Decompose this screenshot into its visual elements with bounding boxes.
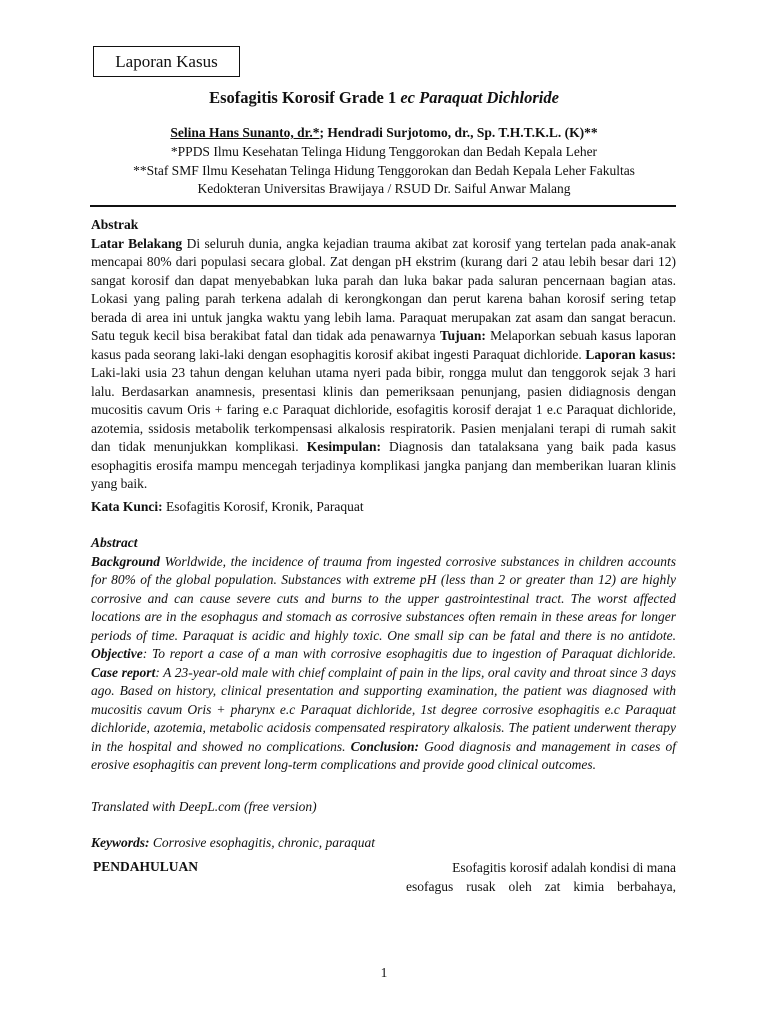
conclusion-text: Good diagnosis and management in cases of erosive esophagitis can prevent long-term complications and provide good clinical outcomes. [91,738,676,772]
abstract-body [91,553,676,775]
article-type-label [93,46,240,77]
abstrak-section [91,216,676,494]
abstract-section [91,534,676,775]
title-main: Esofagitis Korosif Grade 1 [209,88,401,107]
title-italic: ec Paraquat Dichloride [400,88,559,107]
tujuan-text: Melaporkan sebuah kasus laporan kasus pada seorang laki-laki dengan esophagitis korosif akibat ingesti Paraquat dichloride. [91,328,676,362]
tujuan-label: Tujuan: [439,328,486,343]
keywords-text: Corrosive esophagitis, chronic, paraquat [149,835,375,850]
author-second: Hendradi Surjotomo, dr., Sp. T.H.T.K.L. (K)** [327,125,598,140]
affiliation-2: **Staf SMF Ilmu Kesehatan Telinga Hidung Tenggorokan dan Bedah Kepala Leher Fakultas [133,163,635,178]
kesimpulan-text: Diagnosis dan tatalaksana yang baik pada kasus esophagitis erosifa mampu mencegah terjadinya komplikasi jangka panjang dan memberikan luaran klinis yang baik. [91,439,676,491]
affiliation-1: *PPDS Ilmu Kesehatan Telinga Hidung Tenggorokan dan Bedah Kepala Leher [170,144,598,159]
section-heading: PENDAHULUAN [93,859,199,874]
kata-kunci-text: Esofagitis Korosif, Kronik, Paraquat [162,499,364,514]
objective-label: Objective [91,646,143,661]
intro-line-2: esofagus rusak oleh zat kimia berbahaya, [406,878,676,894]
page-number: 1 [380,965,388,980]
paper-title [0,88,768,108]
intro-line-1: Esofagitis korosif adalah kondisi di mana [452,860,676,875]
affiliation-3: Kedokteran Universitas Brawijaya / RSUD Dr. Saiful Anwar Malang [197,181,571,196]
laporan-text: Laki-laki usia 23 tahun dengan keluhan utama nyeri pada bibir, rongga mulut dan tenggorok sejak 3 hari lalu. Berdasarkan anamnesis, presentasi klinis dan pemeriksaan penunjang, pasien didiagnosis dengan mucositis cavum Oris + faring e.c Paraquat dichloride, esofagitis korosif derajat 1 e.c Paraquat dichloride, azotemia, ssidosis metabolik terkompensasi alkalosis respiratorik. Pasien menjalani terapi di rumah sakit dan tidak menunjukkan komplikasi. [91,365,676,454]
abstrak-body [91,235,676,494]
conclusion-label: Conclusion: [350,738,419,754]
intro-column [406,859,676,896]
kata-kunci [91,498,676,517]
kata-kunci-label: Kata Kunci: [91,499,163,514]
abstract-heading: Abstract [91,535,138,550]
article-type-text: Laporan Kasus [115,51,218,71]
case-label: Case report [91,664,156,680]
case-text: : A 23-year-old male with chief complaint of pain in the lips, oral cavity and throat since 3 days ago. Based on history, clinical presentation and supporting examination, the patient was diagnosed with mucositis cavum Oris + pharynx e.c Paraquat dichloride, 1st degree corrosive esophagitis e.c Paraquat dichloride, azotemia, metabolic acidosis compensated respiratory alkalosis. The patient underwent therapy in the hospital and showed no complications. [91,664,677,754]
latar-label: Latar Belakang [91,235,183,251]
keywords-label: Keywords: [91,835,150,850]
header-divider [90,205,676,207]
background-text: Worldwide, the incidence of trauma from ingested corrosive substances in children accounts for 80% of the global population. Substances with extreme pH (less than 2 or greater than 12) are highly corrosive and can cause severe cuts and burns to the upper gastrointestinal tract. The worst affected locations are in the esophagus and stomach as corrosive substances often remain in these areas for longer periods of time. Paraquat is acidic and highly toxic. One small sip can be fatal and there is no antidote. [91,553,676,643]
background-label: Background [91,553,161,569]
keywords [91,834,676,853]
author-separator: ; [319,125,328,140]
laporan-label: Laporan kasus: [585,346,676,362]
author-first: Selina Hans Sunanto, dr.* [170,125,320,140]
latar-text: Di seluruh dunia, angka kejadian trauma akibat zat korosif yang tertelan pada anak-anak mencapai 80% dari populasi secara global. Zat dengan pH ekstrim (kurang dari 2 atau lebih besar dari 12) sangat korosif dan dapat menyebabkan luka parah dan luka bakar pada saluran pencernaan bagian atas. Lokasi yang paling parah terkena adalah di kerongkongan dan perut karena bahan korosif sering tetap berada di area ini untuk jangka waktu yang lebih lama. Paraquat merupakan zat asam dan sangat beracun. Satu teguk kecil bisa berakibat fatal dan tidak ada penawarnya [91,235,677,343]
author-list [0,125,768,141]
abstrak-heading: Abstrak [91,217,139,232]
objective-text: : To report a case of a man with corrosive esophagitis due to ingestion of Paraquat dichloride. [142,646,676,661]
kesimpulan-label: Kesimpulan: [306,439,381,454]
translation-note: Translated with DeepL.com (free version) [91,799,317,814]
